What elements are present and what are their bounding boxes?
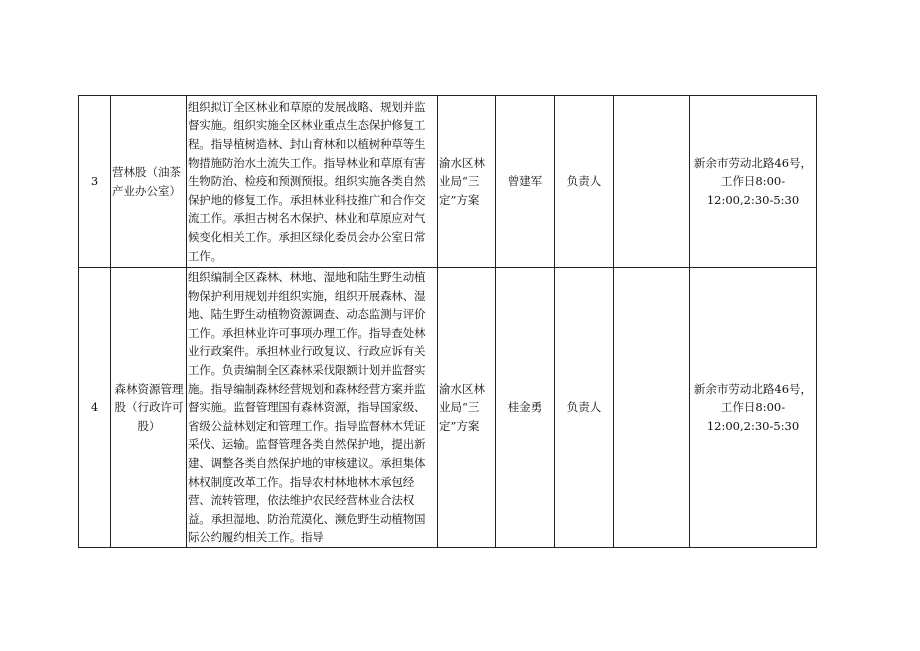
table-row bbox=[79, 268, 817, 548]
department-name: 森林资源管理股（行政许可股） bbox=[111, 268, 187, 548]
person-role: 负责人 bbox=[555, 96, 614, 268]
person-role: 负责人 bbox=[555, 268, 614, 548]
row-number: 3 bbox=[79, 96, 111, 268]
office-address: 新余市劳动北路46号，工作日8:00-12:00,2:30-5:30 bbox=[690, 96, 817, 268]
responsible-person: 桂金勇 bbox=[496, 268, 555, 548]
table-row bbox=[79, 96, 817, 268]
office-address: 新余市劳动北路46号，工作日8:00-12:00,2:30-5:30 bbox=[690, 268, 817, 548]
empty-cell bbox=[614, 96, 690, 268]
legal-basis: 渝水区林业局“三定”方案 bbox=[438, 96, 496, 268]
department-name: 营林股（油茶产业办公室） bbox=[111, 96, 187, 268]
row-number: 4 bbox=[79, 268, 111, 548]
duty-description: 组织拟订全区林业和草原的发展战略、规划并监督实施。组织实施全区林业重点生态保护修复工程。指导植树造林、封山育林和以植树种草等生物措施防治水土流失工作。指导林业和草原有害生物防治、检疫和预测预报。组织实施各类自然保护地的修复工作。承担林业科技推广和合作交流工作。承担古树名木保护、林业和草原应对气候变化相关工作。承担区绿化委员会办公室日常工作。 bbox=[187, 96, 438, 268]
legal-basis: 渝水区林业局“三定”方案 bbox=[438, 268, 496, 548]
responsibility-table bbox=[78, 95, 817, 548]
empty-cell bbox=[614, 268, 690, 548]
duty-description: 组织编制全区森林、林地、湿地和陆生野生动植物保护利用规划并组织实施，组织开展森林、湿地、陆生野生动植物资源调查、动态监测与评价工作。承担林业许可事项办理工作。指导查处林业行政案件。承担林业行政复议、行政应诉有关工作。负责编制全区森林采伐限额计划并监督实施。指导编制森林经营规划和森林经营方案并监督实施。监督管理国有森林资源，指导国家级、省级公益林划定和管理工作。指导监督林木凭证采伐、运输。监督管理各类自然保护地，提出新建、调整各类自然保护地的审核建议。承担集体林权制度改革工作。指导农村林地林木承包经营、流转管理，依法维护农民经营林业合法权益。承担湿地、防治荒漠化、濒危野生动植物国际公约履约相关工作。指导 bbox=[187, 268, 438, 548]
responsible-person: 曾建军 bbox=[496, 96, 555, 268]
